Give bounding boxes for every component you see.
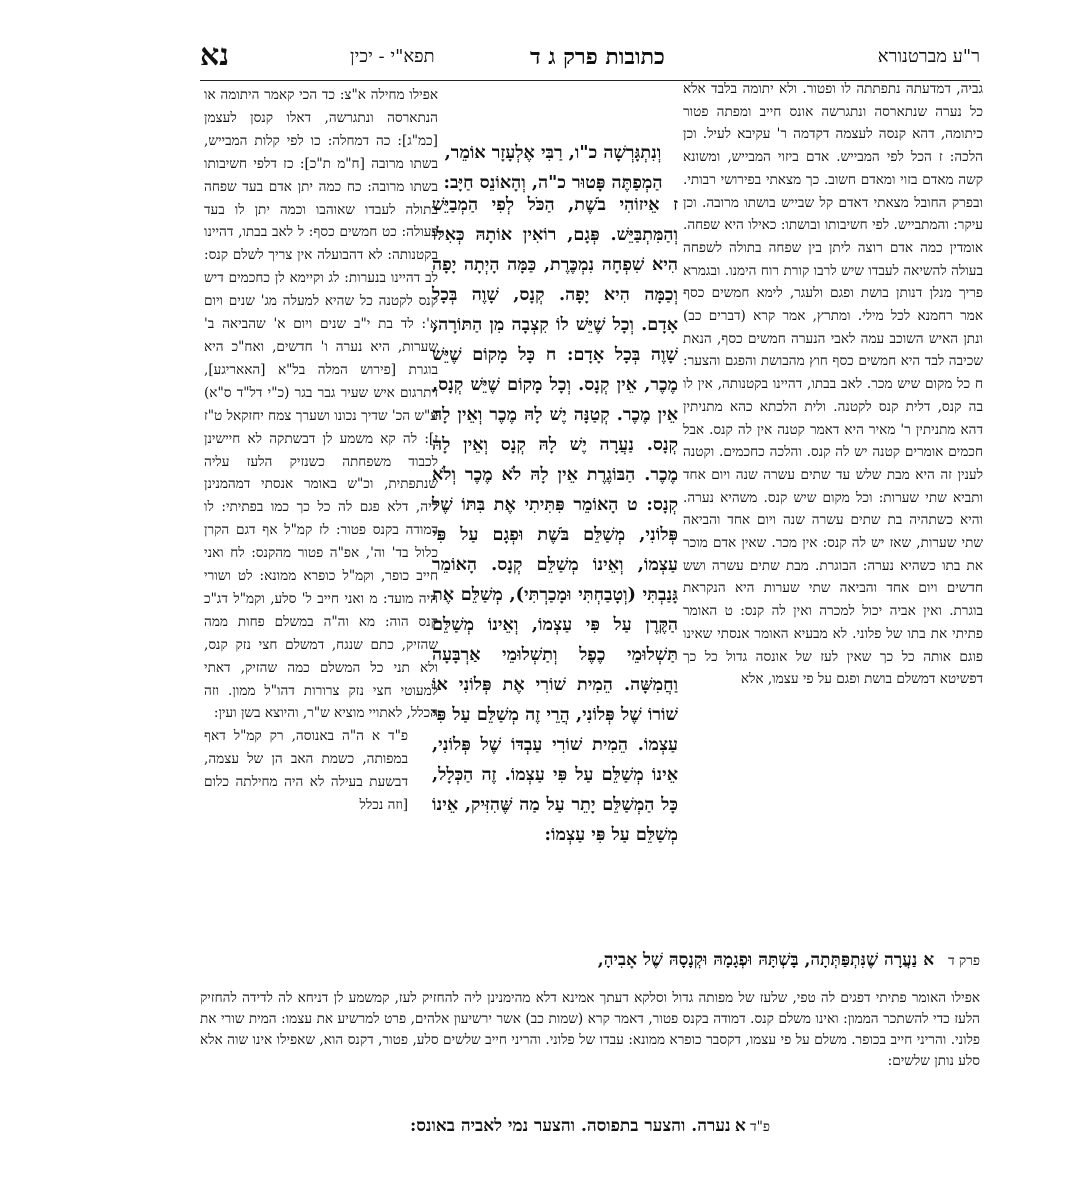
bottom-commentary-text: אפילו האומר פתיתי דפגים לה טפי, שלעז של מפותה גדול וסלקא דעתך אמינא דלא מהימנינן ליה להחזיק לעז, קמשמע לן דניחא לה לדידה להחזיק הלעז כדי להשתכר הממון: ואינו משלם קנס. דמודה בקנס פטור, דאמר קרא (שמות כב) אשר ירשיעון אלהים, פרט למרשיע את עצמו: המית שורי את פלוני. והריני חייב בכופר. משלם על פי עצמו, דקסבר כופרא ממונא: עבדו של פלוני. והריני חייב שלשים סלע, פטור, דקנס הוא, שאפילו אינו שוה אלא סלע נותן שלשים: [200,989,980,1070]
folio-number: נא [200,38,230,73]
bottom-commentary [200,974,980,1086]
chapter-opening [200,950,980,970]
bartenura-label: ר"ע מברטנורא [877,46,980,67]
tifeeret-text: אפילו מחילה א"צ: כד הכי קאמר היתומה או הנתארסה ונתגרשה, דאלו קנסן לעצמן [כמ"ג]: כה דמחלה: כו לפי קלות המבייש, בשתו מרובה [ח"מ ת"כ]: כז דלפי חשיבותו בשתו מרובה: כח כמה יתן אדם בעד שפחה בתולה לעבדו שאוהבו וכמה יתן לו בעד בעולה: כט חמשים כסף: ל לאב בבתו, דהיינו בקטנותה: לא דהבועלה אין צריך לשלם קנס: לב דהיינו בנערות: לג וקיימא לן כחכמים דיש קנס לקטנה כל שהיא למעלה מג' שנים ויום א': לד בת י"ב שנים ויום א' שהביאה ב' שערות, היא נערה ו' חדשים, ואח"כ היא בוגרת [פירוש המלה בל"א [האאריגע], דתרגום איש שעיר גבר בגר (כ"י דל"ד ס"א) ע"ש הכ' שדיך נכונו ושערך צמח יחזקאל ט"ז ז]: לה קא משמע לן דבשתקה לא חיישינן לכבוד משפחתה כשנזיק הלעז עליה שנתפתית, וכ"ש באומר אנסתי דמהמנינן ליה, דלא פגם לה כל כך כמו בפתיתי: לו דמודה בקנס פטור: לז קמ"ל אף דגם הקרן כלול בד' וה', אפ"ה פטור מהקנס: לח ואני חייב כופר, וקמ"ל כופרא ממונא: לט ושורי היה מועד: מ ואני חייב ל' סלע, וקמ"ל דג"כ קנס הוה: מא וה"ה במשלם פחות ממה שהזיק, כתם שנגח, דמשלם חצי נזק קנס, ולא תני כל המשלם כמה שהזיק, דאתי למעוטי חצי נזק צרורות דהו"ל ממון. וזה הכלל, לאתויי מוציא ש"ר, והיוצא בשן ועין: [204,87,438,722]
final-note-letter: א [734,1116,746,1136]
final-note-prefix: פ"ד [750,1119,771,1135]
tifeeret-continuation: פ"ד א ה"ה באנוסה, רק קמ"ל דאף במפותה, כשמת האב הן של עצמה, דבשעת בעילה לא היה מחילתה כלום [וזה נכלל [204,728,408,814]
final-note-text: נערה. והצער בתפוסה. והצער נמי לאביה באונס: [409,1116,731,1136]
tifeeret-commentary [204,84,438,817]
mishna-heading-text: וְנִתְגָּרְשָׁה כ"ו, רַבִּי אֶלְעָזָר אוֹמֵר, הַמְפַתֶּה פָּטוּר כ"ה, וְהָאוֹנֵס חַיָּב: [443,142,663,193]
mishna-text-column [432,190,678,850]
bartenura-commentary [683,78,983,691]
final-note [200,1116,980,1136]
page-header [200,38,980,78]
page-title: כתובות פרק ג ד [530,44,665,70]
chapter-label: פרק ד [948,953,980,969]
chapter-mishna-text: א נַעֲרָה שֶׁנִּתְפַּתְּתָה, בָּשְׁתָּהּ וּפְגָמָהּ וּקְנָסָהּ שֶׁל אָבִיהָ, [597,950,935,970]
bartenura-text: גביה, דמדעתה נתפתתה לו ופטור. ולא יתומה בלבד אלא כל נערה שנתארסה ונתגרשה אונס חייב ומפתה פטור כיתומה, דהא קנסה לעצמה דקדמה ר' עקיבא לעיל. וכן הלכה: ז הכל לפי המבייש. אדם ביזוי המבייש, ומשונא קשה מאדם בזוי ומאדם חשוב. כך מצאתי בפירושי רבותי. ובפרק החובל מצאתי דאדם קל שבייש בושתו מרובה. וכן עיקר: והמתבייש. לפי חשיבותו ובושתו: כאילו היא שפחה. אומדין כמה אדם רוצה ליתן בין שפחה בתולה לשפחה בעולה להשיאה לעבדו שיש לרבו קורת רוח הימנו. ובגמרא פריך מנלן דנותן בושת ופגם ולעגר, לימא חמשים כסף אמר רחמנא לכל מילי. ומתרץ, אמר קרא (דברים כב) ונתן האיש השוכב עמה לאבי הנערה חמשים כסף, הנאת שכיבה לבד היא חמשים כסף חוץ מהבושת והפגם והצער: ח כל מקום שיש מכר. לאב בבתו, דהיינו בקטנותה, אין לו בה קנס, דלית קנס לקטנה. ולית הלכתא כהא מתניתין דהא מתניתין ר' מאיר היא דאמר קטנה אין לה קנס. אבל חכמים אומרים קטנה יש לה קנס. והלכה כחכמים. וקטנה לענין זה היא מבת שלש עד שתים עשרה שנה ויום אחד ותביא שתי שערות: וכל מקום שיש קנס. משהיא נערה. והיא כשתהיה בת שתים עשרה שנה ויום אחד והביאה שתי שערות, שאז יש לה קנס: אין מכר. שאין אדם מוכר את בתו כשהיא נערה: הבוגרת. מבת שתים עשרה ושש חדשים ויום אחד והביאה שתי שערות היא הנקראת בוגרת. ואין אביה יכול למכרה ואין לה קנס: ט האומר פתיתי את בתו של פלוני. לא מבעיא האומר אנסתי שאינו פוגם אותה כל כך שאין לעז של אונסה גדול כל כך דפשיטא דמשלם בושת ופגם על פי עצמו, אלא [683,81,983,688]
tifeeret-label: תפא"י - יכין [350,46,435,67]
mishna-heading [438,138,668,198]
mishna-text: ז אֵיזוֹהִי בֹשֶׁת, הַכֹּל לְפִי הַמְבַיֵּשׁ וְהַמִּתְבַּיֵּשׁ. פְּגָם, רוֹאִין אוֹתָהּ כְּאִלּוּ הִיא שִׁפְחָה נִמְכֶּרֶת, כַּמָּה הָיְתָה יָפָה וְכַמָּה הִיא יָפָה. קְנָס, שָׁוֶה בְּכָל אָדָם. וְכָל שֶׁיֵּשׁ לוֹ קִצְבָה מִן הַתּוֹרָה, שָׁוֶה בְּכָל אָדָם: ח כָּל מָקוֹם שֶׁיֵּשׁ מֶכֶר, אֵין קְנָס. וְכָל מָקוֹם שֶׁיֵּשׁ קְנָס, אֵין מֶכֶר. קְטַנָּה יֶשׁ לָהּ מֶכֶר וְאֵין לָהּ קְנָס. נַעֲרָה יֶשׁ לָהּ קְנָס וְאֵין לָהּ מֶכֶר. הַבּוֹגֶרֶת אֵין לָהּ לֹא מֶכֶר וְלֹא קְנָס: ט הָאוֹמֵר פִּתִּיתִי אֶת בִּתּוֹ שֶׁל פְּלוֹנִי, מְשַׁלֵּם בֹּשֶׁת וּפְגָם עַל פִּי עַצְמוֹ, וְאֵינוֹ מְשַׁלֵּם קְנָס. הָאוֹמֵר גָּנַבְתִּי (וְטָבַחְתִּי וּמָכַרְתִּי), מְשַׁלֵּם אֶת הַקֶּרֶן עַל פִּי עַצְמוֹ, וְאֵינוֹ מְשַׁלֵּם תַּשְׁלוּמֵי כֶפֶל וְתַשְׁלוּמֵי אַרְבָּעָה וַחֲמִשָּׁה. הֵמִית שׁוֹרִי אֶת פְּלוֹנִי אוֹ שׁוֹרוֹ שֶׁל פְּלוֹנִי, הֲרֵי זֶה מְשַׁלֵּם עַל פִּי עַצְמוֹ. הֵמִית שׁוֹרִי עַבְדּוֹ שֶׁל פְּלוֹנִי, אֵינוֹ מְשַׁלֵּם עַל פִּי עַצְמוֹ. זֶה הַכְּלָל, כָּל הַמְשַׁלֵּם יָתֵר עַל מַה שֶּׁהִזִּיק, אֵינוֹ מְשַׁלֵּם עַל פִּי עַצְמוֹ: [432,194,678,845]
